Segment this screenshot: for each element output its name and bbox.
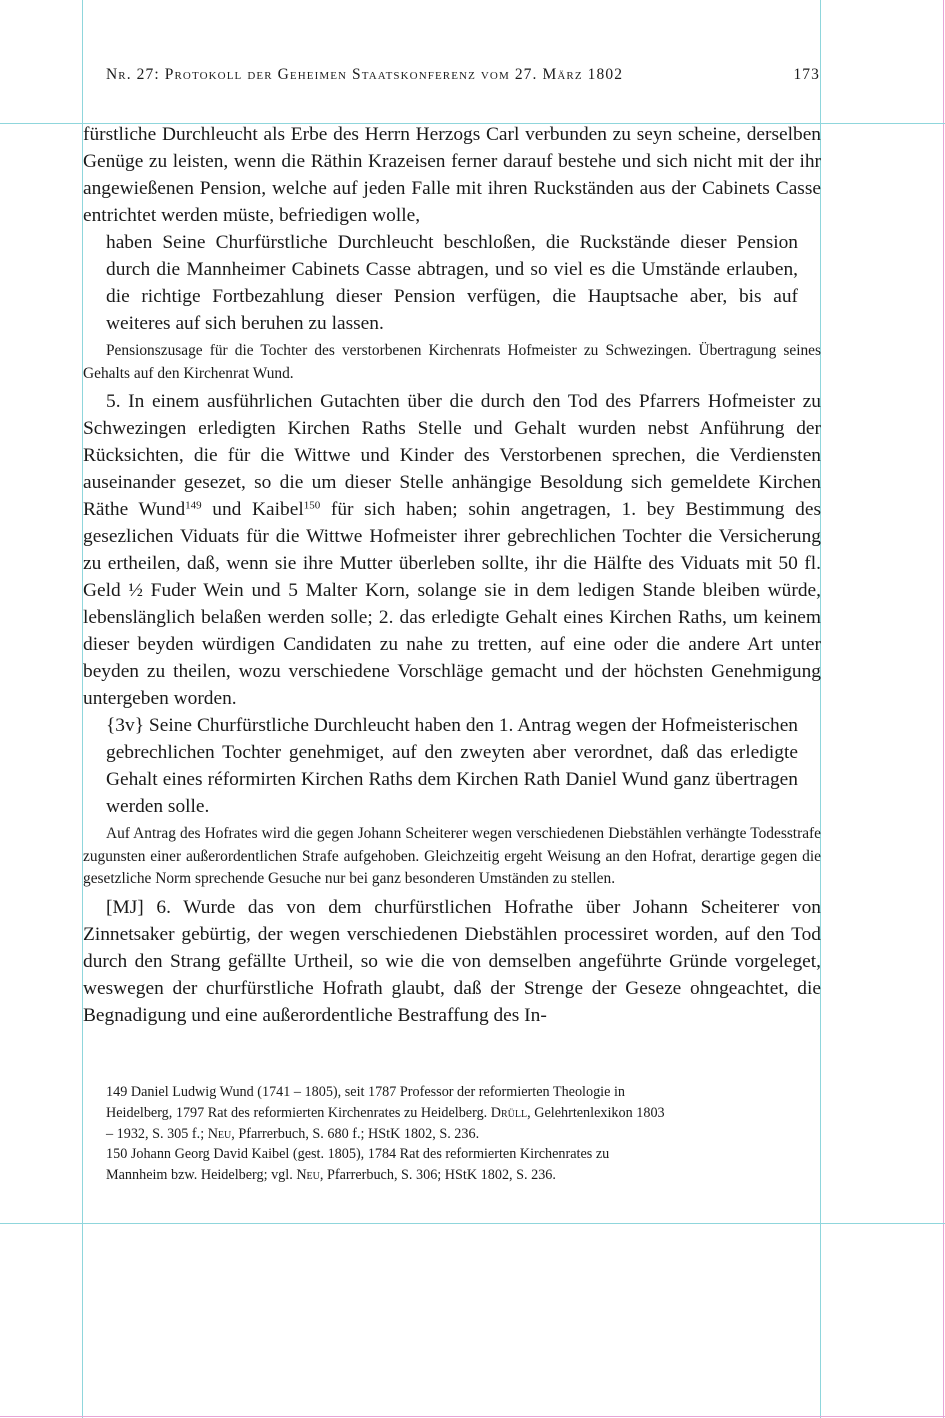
author-name: Neu bbox=[296, 1167, 320, 1184]
section-summary-6: Auf Antrag des Hofrates wird die gegen Johann Scheiterer wegen verschiedenen Diebstählen verhängte Todesstrafe zugunsten einer außerordentlichen Strafe aufgehoben. Gleichzeitig ergeht Weisung an den Hofrat, derartige gegen die gesetzliche Norm sprechende Gesuche nur bei ganz besonderen Umständen zu stellen. bbox=[83, 825, 821, 887]
footnote-ref-150[interactable]: 150 bbox=[303, 499, 321, 512]
decision-paragraph-1: haben Seine Churfürstliche Durchleucht beschloßen, die Ruckstände dieser Pension durch die Mannheimer Cabinets Casse abtragen, und so viel es die Umstände erlauben, die richtige Fortbezahlung dieser Pension verfügen, die Hauptsache aber, bis auf weiteres auf sich beruhen zu lassen. bbox=[106, 232, 798, 334]
author-name: Neu bbox=[207, 1125, 232, 1142]
paragraph-text: für sich haben; sohin angetragen, 1. bey Bestimmung des gesezlichen Viduats für die Wittwe Hofmeister ihrer gebrechlichen Tochter die Versicherung zu ertheilen, daß, wenn sie ihre Mutter überleben sollte, ihr die Hälfte des Viduats mit 50 fl. Geld ½ Fuder Wein und 5 Malter Korn, solange sie in dem ledigen Stande bleiben würde, lebenslänglich belaßen werden solle; 2. das erledigte Gehalt eines Kirchen Raths, um keinem dieser beyden würdigen Candidaten zu nahe zu tretten, auf eine oder die andere Art unter beyden zu theilen, wozu verschiedene Vorschläge gemacht und der höchsten Genehmigung untergeben worden. bbox=[83, 499, 821, 709]
footnotes bbox=[106, 1082, 666, 1186]
footnote-text: , Pfarrerbuch, S. 306; HStK 1802, S. 236. bbox=[319, 1167, 556, 1184]
footnote-text: , Gelehrtenlexikon 1803 – 1932, S. 305 f.; bbox=[106, 1104, 665, 1142]
paragraph-item-6: [MJ] 6. Wurde das von dem churfürstlichen Hofrathe über Johann Scheiterer von Zinnetsaker gebürtig, der wegen verschiedenen Diebstählen processiret worden, auf den Tod durch den Strang gefällte Urtheil, so wie die von demselben angeführte Gründe vorgeleget, weswegen der churfürstliche Hofrath glaubt, daß der Strenge der Geseze ohngeachtet, die Begnadigung und eine außerordentliche Bestraffung des In- bbox=[83, 896, 821, 1026]
page-number: 173 bbox=[793, 66, 820, 83]
paragraph-continuation: fürstliche Durchleucht als Erbe des Herrn Herzogs Carl verbunden zu seyn scheine, derselben Genüge zu leisten, wenn die Räthin Krazeisen ferner darauf bestehe und sich nicht mit der ihr angewießenen Pension, welche auf jeden Falle mit ihren Ruckständen aus der Cabinets Casse entrichtet werden müste, befriedigen wolle, bbox=[83, 124, 821, 226]
footnote-149 bbox=[106, 1082, 666, 1144]
footnote-text: 149 Daniel Ludwig Wund (1741 – 1805), seit 1787 Professor der reformierten Theologie in Heidelberg, 1797 Rat des reformierten Kirchenrates zu Heidelberg. bbox=[106, 1084, 626, 1121]
bleed-guide-right bbox=[943, 0, 944, 1418]
footnote-text: , Pfarrerbuch, S. 680 f.; HStK 1802, S. 236. bbox=[231, 1125, 480, 1142]
section-summary-5: Pensionszusage für die Tochter des verstorbenen Kirchenrats Hofmeister zu Schwezingen. Übertragung seines Gehalts auf den Kirchenrat Wund. bbox=[83, 342, 821, 382]
author-name: Drüll bbox=[490, 1104, 528, 1121]
margin-guide-bottom bbox=[0, 1223, 945, 1224]
bleed-guide-bottom bbox=[0, 1416, 945, 1417]
footnote-150 bbox=[106, 1144, 666, 1186]
running-head-title: Nr. 27: Protokoll der Geheimen Staatskonferenz vom 27. März 1802 bbox=[106, 66, 624, 83]
footnote-ref-149[interactable]: 149 bbox=[185, 499, 202, 512]
main-text bbox=[83, 121, 821, 1029]
paragraph-item-5 bbox=[83, 388, 821, 712]
decision-paragraph-2: {3v} Seine Churfürstliche Durchleucht haben den 1. Antrag wegen der Hofmeisterischen gebrechlichen Tochter genehmiget, auf den zweyten aber verordnet, daß das erledigte Gehalt eines réformirten Kirchen Raths dem Kirchen Rath Daniel Wund ganz übertragen werden solle. bbox=[106, 715, 798, 817]
running-head bbox=[106, 66, 820, 84]
paragraph-text: 5. In einem ausführlichen Gutachten über die durch den Tod des Pfarrers Hofmeister zu Schwezingen erledigten Kirchen Raths Stelle und Gehalt wurden nebst Anführung der Rücksichten, die für die Wittwe und Kinder des Verstorbenen sprechen, die Verdiensten auseinander gesezet, so die um dieser Stelle anhängige Besoldung sich gemeldete Kirchen Räthe Wund bbox=[83, 391, 821, 520]
footnote-text: 150 Johann Georg David Kaibel (gest. 1805), 1784 Rat des reformierten Kirchenrates zu Mannheim bzw. Heidelberg; vgl. bbox=[106, 1146, 610, 1184]
paragraph-text: und Kaibel bbox=[201, 499, 304, 520]
